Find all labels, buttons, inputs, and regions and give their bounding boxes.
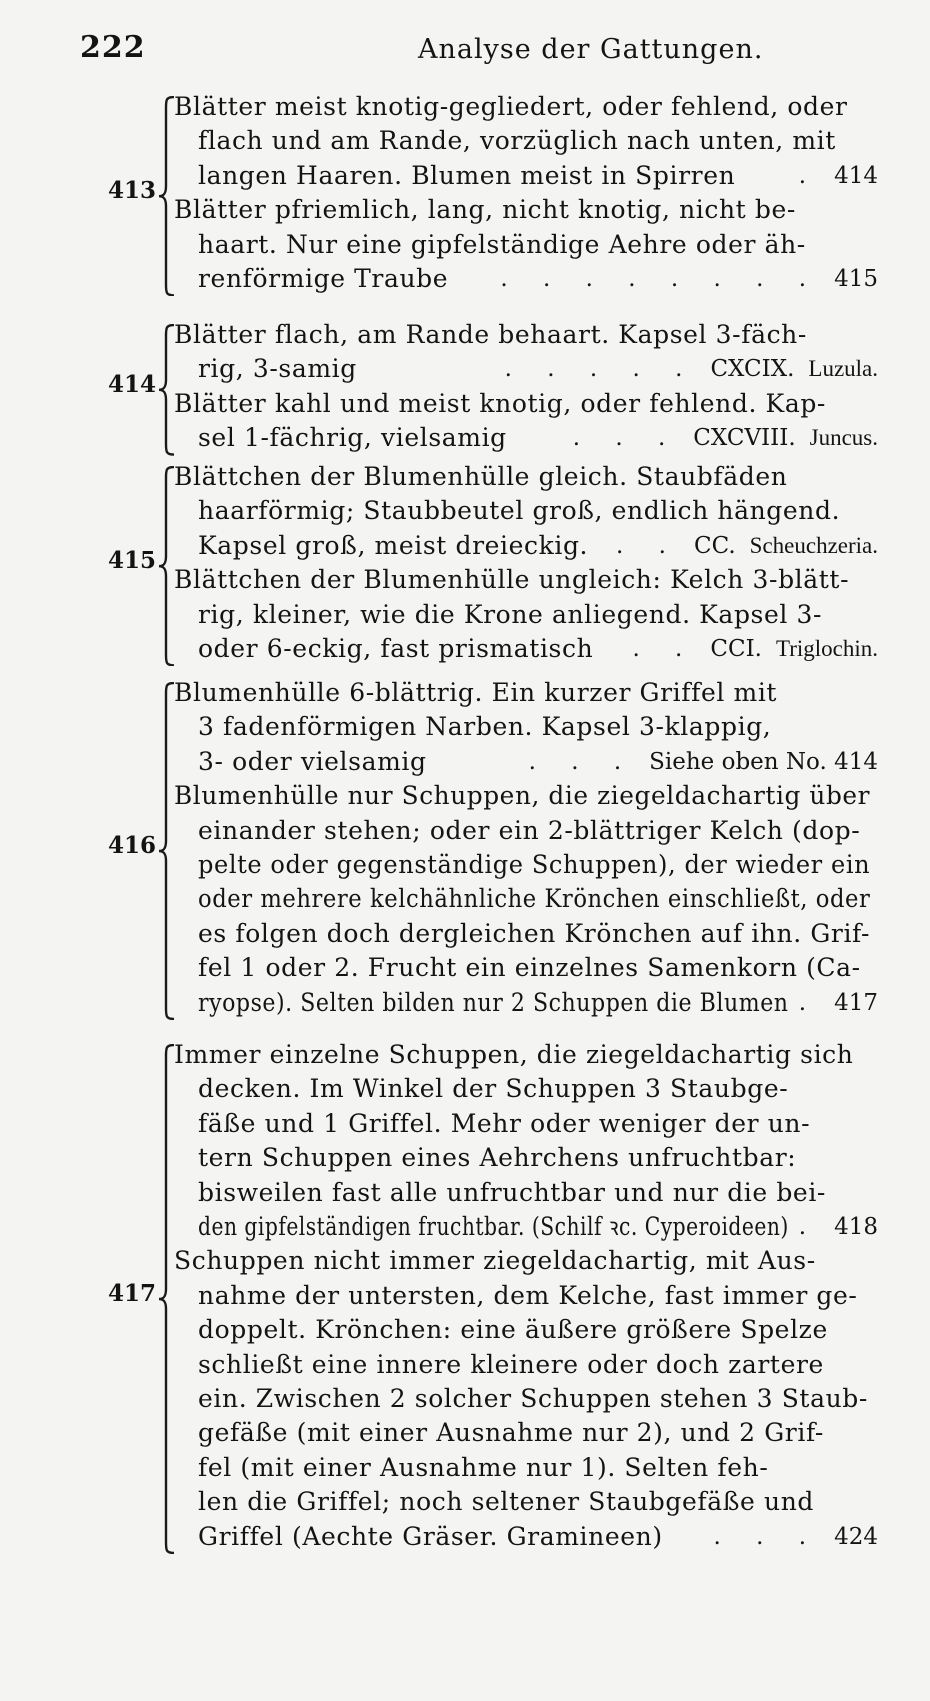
key-line: Immer einzelne Schuppen, die ziegeldachartig sich [174, 1040, 854, 1069]
key-line: rig, kleiner, wie die Krone anliegend. Kapsel 3- [198, 599, 823, 629]
key-line: den gipfelständigen fruchtbar. (Schilf ꝛc. Cyperoideen) [198, 1212, 789, 1241]
genus-name: Scheuchzeria. [749, 532, 878, 558]
key-line: fel (mit einer Ausnahme nur 1). Selten feh- [198, 1452, 769, 1482]
couplet-number: 413 [108, 177, 157, 205]
leader-dots: . [798, 989, 821, 1016]
genus-name: Luzula. [808, 356, 878, 382]
key-line: 3- oder vielsamig [198, 746, 427, 776]
key-line: langen Haaren. Blumen meist in Spirren [198, 160, 736, 190]
key-line: bisweilen fast alle unfruchtbar und nur die bei- [198, 1177, 826, 1207]
couplet [108, 318, 878, 456]
couplet [108, 1038, 878, 1554]
couplet [108, 90, 878, 296]
key-line: ryopse). Selten bilden nur 2 Schuppen die Blumen [198, 987, 789, 1017]
leader-dots: . . . . . . . . [500, 266, 821, 292]
key-line: Schuppen nicht immer ziegeldachartig, mit Aus- [174, 1246, 816, 1276]
key-line: haart. Nur eine gipfelständige Aehre oder äh- [198, 229, 806, 259]
key-line: fel 1 oder 2. Frucht ein einzelnes Samenkorn (Ca- [198, 953, 861, 983]
key-line: einander stehen; oder ein 2-blättriger Kelch (dop- [198, 815, 861, 845]
key-result [500, 262, 878, 296]
page-number: 222 [80, 30, 146, 65]
result-reference: 414 [834, 162, 878, 189]
key-result [799, 986, 878, 1020]
key-line: Blättchen der Blumenhülle ungleich: Kelch 3-blätt- [174, 565, 850, 595]
brace-icon [158, 682, 176, 1020]
genus-name: Juncus. [809, 425, 878, 451]
key-line: Blätter pfriemlich, lang, nicht knotig, nicht be- [174, 195, 796, 225]
genus-name: Triglochin. [775, 636, 878, 661]
key-line: Griffel (Aechte Gräser. Gramineen) [198, 1521, 663, 1551]
key-line: haarförmig; Staubbeutel groß, endlich hängend. [198, 496, 841, 526]
couplet-number: 417 [108, 1280, 157, 1307]
key-line: flach und am Rande, vorzüglich nach unten, mit [198, 126, 836, 156]
couplet-number: 416 [108, 832, 157, 859]
couplet [108, 460, 878, 666]
result-reference: CXCVIII. [693, 425, 796, 452]
key-line: es folgen doch dergleichen Krönchen auf ihn. Grif- [198, 918, 871, 948]
leader-dots: . . . [528, 748, 636, 775]
leader-dots: . . . [713, 1523, 821, 1550]
leader-dots: . . [616, 532, 680, 559]
key-line: Blätter meist knotig-gegliedert, oder fehlend, oder [174, 92, 848, 121]
key-line: doppelt. Krönchen: eine äußere größere Spelze [198, 1315, 828, 1345]
key-line: nahme der untersten, dem Kelche, fast immer ge- [198, 1280, 858, 1310]
key-line: oder 6-eckig, fast prismatisch [198, 634, 594, 663]
result-reference: 418 [834, 1214, 878, 1240]
page-header [80, 30, 870, 78]
key-line: decken. Im Winkel der Schuppen 3 Staubge- [198, 1074, 789, 1104]
key-line: pelte oder gegenständige Schuppen), der wieder ein [198, 850, 871, 879]
key-line: oder mehrere kelchähnliche Krönchen einschließt, oder [198, 884, 871, 914]
key-result [799, 159, 878, 193]
key-line: gefäße (mit einer Ausnahme nur 2), und 2 Grif- [198, 1418, 824, 1448]
key-result [529, 745, 878, 779]
key-line: schließt eine innere kleinere oder doch zartere [198, 1349, 824, 1379]
key-result [573, 421, 878, 455]
key-line: fäße und 1 Griffel. Mehr oder weniger der un- [198, 1108, 811, 1138]
key-line: Blätter kahl und meist knotig, oder fehlend. Kap- [174, 388, 826, 418]
key-line: Blättchen der Blumenhülle gleich. Staubfäden [174, 462, 788, 491]
result-reference: Siehe oben No. 414 [649, 748, 878, 775]
key-line: Blumenhülle 6-blättrig. Ein kurzer Griffel mit [174, 678, 778, 707]
key-result [632, 632, 878, 666]
key-line: len die Griffel; noch seltener Staubgefäße und [198, 1487, 815, 1517]
leader-dots: . [798, 1214, 821, 1240]
leader-dots: . . [632, 636, 697, 662]
leader-dots: . . . . . [504, 356, 697, 383]
key-line: 3 fadenförmigen Narben. Kapsel 3-klappig, [198, 712, 772, 742]
key-line: rig, 3-samig [198, 354, 357, 384]
key-line: tern Schuppen eines Aehrchens unfruchtbar: [198, 1143, 797, 1173]
result-reference: 415 [834, 266, 878, 292]
key-result [505, 352, 878, 386]
key-result [799, 1210, 878, 1244]
result-reference: CXCIX. [710, 356, 795, 383]
brace-icon [158, 1044, 176, 1554]
result-reference: 417 [834, 989, 878, 1016]
key-result [714, 1520, 878, 1554]
result-reference: CC. [693, 532, 736, 559]
result-reference: CCI. [710, 636, 762, 662]
key-line: Blumenhülle nur Schuppen, die ziegeldachartig über [174, 781, 871, 811]
key-line: Kapsel groß, meist dreieckig. [198, 530, 589, 560]
leader-dots: . [798, 162, 821, 189]
couplet-number: 415 [108, 547, 157, 575]
leader-dots: . . . [572, 425, 680, 452]
running-head: Analyse der Gattungen. [418, 34, 764, 65]
key-line: renförmige Traube [198, 264, 449, 293]
key-line: ein. Zwischen 2 solcher Schuppen stehen 3 Staub- [198, 1384, 868, 1413]
couplet-number: 414 [108, 370, 157, 398]
key-result [616, 529, 878, 563]
key-line: sel 1-fächrig, vielsamig [198, 423, 507, 453]
result-reference: 424 [834, 1523, 878, 1550]
couplet [108, 676, 878, 1020]
key-line: Blätter flach, am Rande behaart. Kapsel 3-fäch- [174, 320, 807, 349]
